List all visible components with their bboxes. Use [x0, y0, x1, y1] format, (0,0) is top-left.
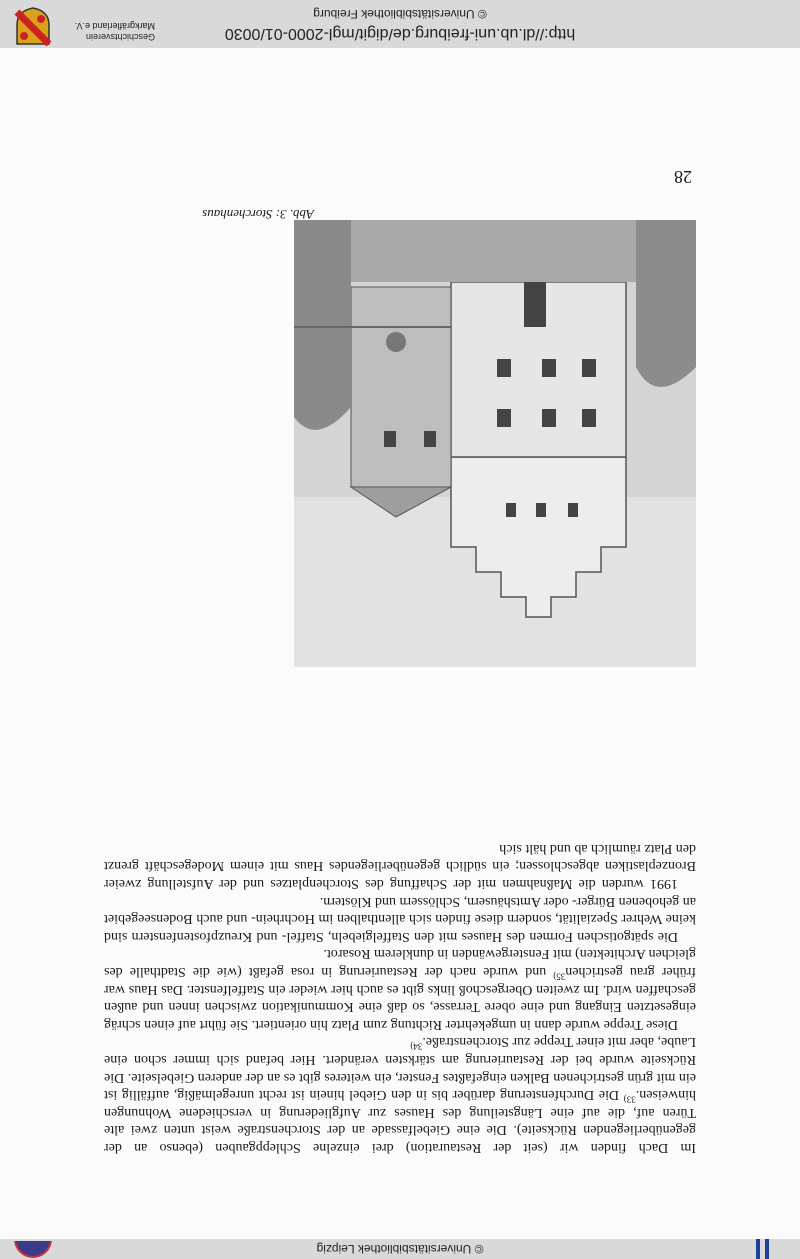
- source-url-link[interactable]: http://dl.ub.uni-freiburg.de/digit/mgl-2000-01/0030: [224, 25, 576, 42]
- copyright-text: © Universitätsbibliothek Freiburg: [313, 7, 487, 21]
- viewer-source-bar: [0, 0, 800, 48]
- figure-caption: Abb. 3: Storchenhaus: [202, 207, 314, 222]
- storchenhaus-drawing: [294, 220, 696, 667]
- paragraph-3: Die spätgotischen Formen des Hauses mit den Staffelgiebeln, Staffel- und Kreuzpfostenfenstern sind keine Wehrer Spezialität, sondern diese finden sich allenthalben im Hochrhein- und auch Bodenseegebiet an gehobenen Bürger- oder Amtshäusern, Schlössern und Klöstern.: [104, 893, 696, 944]
- paragraph-1: Im Dach finden wir (seit der Restauration) drei einzelne Schleppgauben (ebenso an der gegenüberliegenden Rückseite). Die eine Giebelfassade an der Storchenstraße weist unten zwei alte Türen auf, die auf eine Längsteilung des Hauses zur Aufgliederung in verschiedene Wohnungen hinweisen.$^{33)}$ Die Durchfensterung darüber bis in den Giebel hinein ist recht unregelmäßig, auffällig ist ein mit grün gestrichenen Balken eingefaßtes Fenster, ein weiteres gibt es an der anderen Giebelseite. Die Rückseite wurde bei der Restaurierung am stärksten verändert. Hier befand sich immer schon eine Laube, aber mit einer Treppe zur Storchenstraße.$^{34)}$: [104, 1034, 696, 1155]
- paragraph-2: Diese Treppe wurde dann in umgekehrter Richtung zum Platz hin orientiert. Sie führt auf einen schräg eingesetzten Eingang und eine obere Terrasse, so daß eine Kommunikation zwischen innen und außen geschaffen wird. Im zweiten Obergeschoß links gibt es auch hier wieder ein Staffelfenster. Das Haus war früher grau gestrichen$^{35)}$ und wurde nach der Restaurierung in rosa gefaßt (wie die Stadthalle des gleichen Architekten) mit Fenstergewänden in dunklerem Rosarot.: [104, 946, 696, 1032]
- paragraph-4: 1991 wurden die Maßnahmen mit der Schaffung des Storchenplatzes und der Aufstellung zweier Bronzeplastiken abgeschlossen; ein südlich gegenüberliegendes Haus mit einem Modegeschäft grenzt den Platz räumlich ab und hält sich: [104, 840, 696, 892]
- article-body: [104, 839, 696, 1156]
- bottom-copyright: © Universitätsbibliothek Leipzig: [316, 1242, 484, 1256]
- society-name-line1: Geschichtsverein: [85, 32, 155, 42]
- library-logo-icon: [750, 1239, 800, 1259]
- university-seal-icon: [13, 1241, 53, 1259]
- viewer-bottom-bar-rotated: [0, 1239, 800, 1259]
- page-number: 28: [674, 167, 692, 187]
- society-name-line2: Markgräflerland e.V.: [74, 21, 155, 31]
- society-crest-icon: [13, 7, 53, 47]
